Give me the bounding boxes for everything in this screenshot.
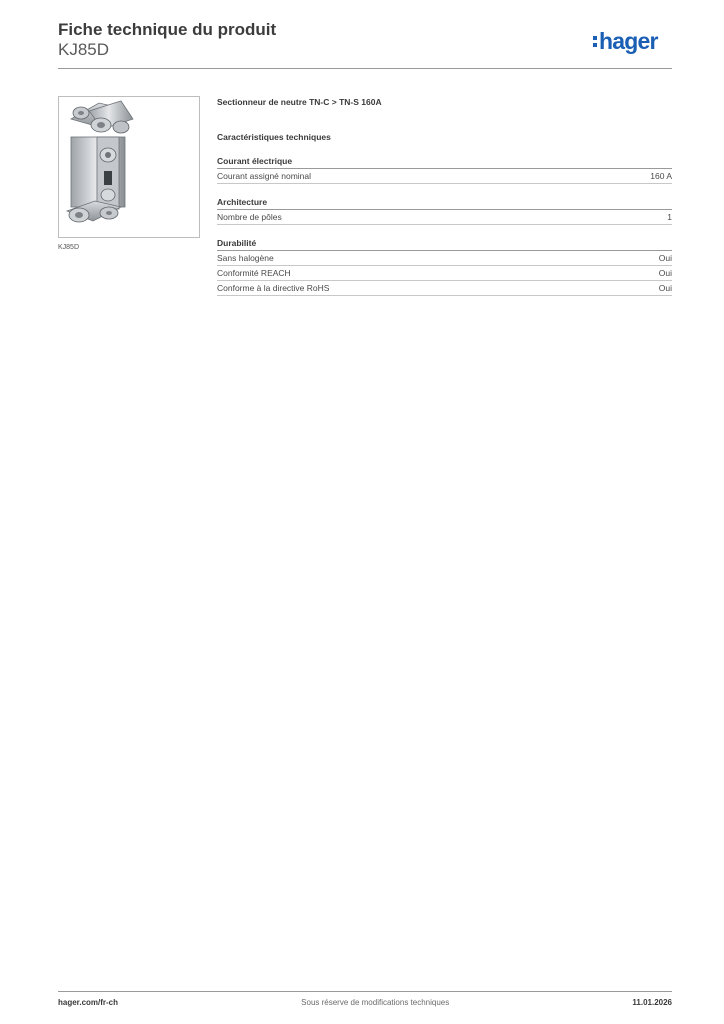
hager-logo bbox=[592, 29, 676, 55]
spec-label: Sans halogène bbox=[217, 253, 274, 263]
spec-row bbox=[217, 266, 672, 281]
spec-row bbox=[217, 210, 672, 225]
footer-date: 11.01.2026 bbox=[632, 998, 672, 1007]
spec-label: Nombre de pôles bbox=[217, 212, 282, 222]
footer-website[interactable]: hager.com/fr-ch bbox=[58, 998, 119, 1007]
spec-value: 160 A bbox=[650, 171, 672, 181]
technical-specs bbox=[217, 96, 672, 296]
product-reference: KJ85D bbox=[58, 40, 110, 59]
group-electrical-current bbox=[217, 155, 672, 184]
product-image bbox=[58, 96, 200, 238]
group-architecture bbox=[217, 196, 672, 225]
footer bbox=[58, 998, 672, 1007]
spec-value: Oui bbox=[658, 268, 672, 278]
product-heading: Sectionneur de neutre TN-C > TN-S 160A bbox=[217, 97, 382, 107]
group-title: Courant électrique bbox=[217, 155, 672, 169]
group-durability bbox=[217, 237, 672, 296]
section-title: Caractéristiques techniques bbox=[217, 132, 331, 142]
group-title: Architecture bbox=[217, 196, 672, 210]
spec-label: Conforme à la directive RoHS bbox=[217, 283, 330, 293]
image-caption: KJ85D bbox=[58, 244, 80, 251]
group-title: Durabilité bbox=[217, 237, 672, 251]
logo-wordmark: hager bbox=[599, 29, 658, 54]
spec-row bbox=[217, 281, 672, 296]
logo-dot-top bbox=[593, 36, 597, 40]
spec-row bbox=[217, 251, 672, 266]
footer-divider bbox=[58, 991, 672, 992]
spec-value: 1 bbox=[667, 212, 672, 222]
logo-dot-bottom bbox=[593, 43, 597, 47]
spec-label: Courant assigné nominal bbox=[217, 171, 312, 181]
spec-value: Oui bbox=[658, 283, 672, 293]
spec-value: Oui bbox=[658, 253, 672, 263]
footer-notice: Sous réserve de modifications techniques bbox=[301, 998, 450, 1007]
header-divider bbox=[58, 68, 672, 69]
spec-row bbox=[217, 169, 672, 184]
spec-label: Conformité REACH bbox=[217, 268, 291, 278]
page-title: Fiche technique du produit bbox=[58, 20, 277, 39]
